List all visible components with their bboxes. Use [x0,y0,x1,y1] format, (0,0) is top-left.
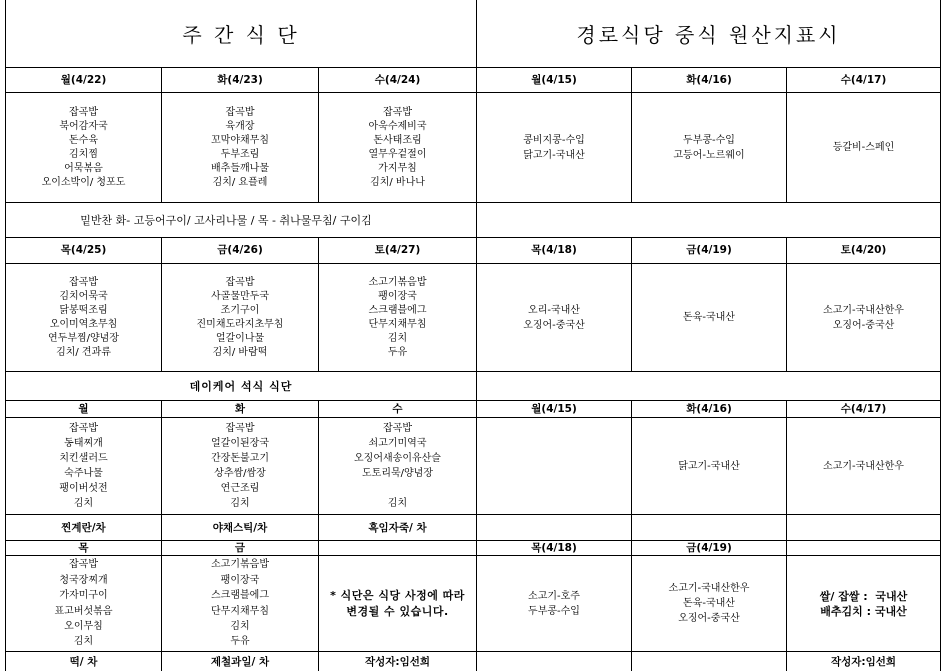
origin-header-thu-0418: 목(4/18) [477,238,632,264]
menu-item: 두부조림 [220,148,260,160]
origin-item: 닭고기-국내산 [523,149,585,161]
dinner-snack-tue: 야채스틱/차 [162,515,319,541]
lunch-header-tue-0423: 화(4/23) [162,68,319,93]
empty-cell [632,652,787,671]
menu-item: 열무우겉절이 [368,148,427,160]
menu-item: 조기구이 [220,304,260,316]
menu-item: 얼갈이된장국 [211,438,269,449]
menu-item: 오이소박이/ 청포도 [41,176,126,188]
origin-header-fri-0419: 금(4/19) [632,238,787,264]
lunch-menu-mon-0422 [6,93,162,203]
empty-cell [787,541,941,556]
lunch-menu-sat-0427 [319,264,477,372]
menu-item: 꼬막야채무침 [211,134,269,146]
menu-item: 김치 [387,498,408,509]
dinner-menu-wed [319,418,477,515]
menu-item: 표고버섯볶음 [54,605,113,617]
dinner-snack-thu: 떡/ 차 [6,652,162,671]
menu-item: 간장돈불고기 [211,453,269,464]
origin-header-thu-0418-b: 목(4/18) [477,541,632,556]
menu-item [396,481,399,496]
menu-item: 잡곡밥 [383,106,412,118]
menu-item: 어묵볶음 [64,162,103,174]
lunch-header-sat-0427: 토(4/27) [319,238,477,264]
empty-cell [319,541,477,556]
origin-cell-sat-0420 [787,264,941,372]
origin-item: 오징어-중국산 [678,613,740,624]
origin-header-sat-0420: 토(4/20) [787,238,941,264]
menu-item: 김치/ 바나나 [370,176,425,188]
dinner-snack-fri: 제철과일/ 차 [162,652,319,671]
menu-item: 쇠고기미역국 [368,438,427,449]
menu-item: 김치 [73,498,94,509]
menu-item: 오징어새송이유산슬 [354,453,441,464]
origin-item: 소고기-국내산한우 [823,460,904,472]
origin-item: 오리-국내산 [528,304,580,316]
lunch-header-thu-0425: 목(4/25) [6,238,162,264]
menu-item: 치킨샐러드 [59,453,108,464]
menu-item: 닭봉떡조림 [59,304,108,316]
menu-item: 도토리묵/양념장 [362,468,433,479]
menu-item: 잡곡밥 [69,559,98,571]
menu-item: 돈수육 [69,134,98,146]
origin-item: 소고기-국내산한우 [668,583,750,594]
menu-item: 팽이장국 [220,574,260,586]
menu-item: 진미채도라지초무침 [196,318,284,330]
menu-item: 북어감자국 [59,120,108,132]
origin-cell-tue-0416 [632,93,787,203]
origin-cell-thu-0418 [477,264,632,372]
origin-item: 두부콩-수입 [683,134,735,146]
origin-label-title: 경로식당 중식 원산지표시 [477,0,941,68]
menu-item: 얼갈이나물 [215,332,265,344]
author-credit-left: 작성자:임선희 [319,652,477,671]
menu-item: 소고기볶음밥 [211,559,269,571]
origin-item: 고등어-노르웨이 [673,149,745,161]
lunch-header-fri-0426: 금(4/26) [162,238,319,264]
dinner-menu-fri [162,556,319,652]
author-credit-right: 작성자:임선희 [787,652,941,671]
origin-header-wed-0417-b: 수(4/17) [787,401,941,418]
menu-item: 단무지채무침 [368,318,427,330]
origin-cell-wed-0417-b [787,418,941,515]
menu-item: 잡곡밥 [225,423,255,434]
origin-item: 돈육-국내산 [683,598,735,609]
menu-item: 잡곡밥 [383,423,412,434]
menu-item: 김치어묵국 [59,290,108,302]
staple-origin-cell [787,556,941,652]
lunch-header-mon-0422: 월(4/22) [6,68,162,93]
menu-item: 김치 [387,332,408,344]
origin-item: 콩비지콩-수입 [523,134,585,146]
lunch-menu-tue-0423 [162,93,319,203]
side-dish-note: 밑반찬 화- 고등어구이/ 고사리나물 / 목 - 취나물무침/ 구이김 [6,203,477,238]
daycare-dinner-title: 데이케어 석식 식단 [6,372,477,401]
menu-item: 연두부찜/양념장 [48,332,119,344]
menu-item: 두유 [230,636,250,648]
origin-item: 소고기-호주 [528,590,580,602]
origin-header-fri-0419-b: 금(4/19) [632,541,787,556]
dinner-header-wed: 수 [319,401,477,418]
menu-item: 팽이버섯전 [59,483,108,494]
origin-cell-wed-0417 [787,93,941,203]
staple-origin-item: 쌀/ 잡쌀 : 국내산 [819,589,908,603]
origin-cell-mon-0415-b [477,418,632,515]
menu-item: 스크램블에그 [211,590,269,602]
lunch-header-wed-0424: 수(4/24) [319,68,477,93]
origin-cell-fri-0419-b [632,556,787,652]
origin-item: 등갈비-스페인 [832,142,895,153]
menu-item: 사골물만두국 [211,290,269,302]
menu-item: 잡곡밥 [69,276,98,288]
dinner-snack-wed: 흑임자죽/ 차 [319,515,477,541]
menu-item: 김치 [230,620,250,632]
menu-item: 잡곡밥 [225,276,255,288]
staple-origin-item: 배추김치 : 국내산 [820,604,907,618]
menu-item: 김치 [230,498,250,509]
menu-item: 오이미역초무침 [49,318,118,330]
menu-item: 동태찌개 [64,438,103,449]
origin-item: 오징어-중국산 [832,319,895,331]
weekly-menu-title: 주 간 식 단 [6,0,477,68]
menu-item: 청국장찌개 [59,574,108,586]
menu-item: 숙주나물 [64,468,103,479]
menu-item: 연근조림 [220,483,260,494]
menu-item: 돈사태조림 [373,134,422,146]
origin-item: 소고기-국내산한우 [823,304,904,316]
menu-item: 단무지채무침 [211,605,269,617]
menu-item: 김치/ 견과류 [56,346,111,358]
origin-header-wed-0417: 수(4/17) [787,68,941,93]
menu-item: 김치 [73,636,94,648]
empty-cell [787,515,941,541]
empty-cell [632,515,787,541]
origin-cell-tue-0416-b [632,418,787,515]
empty-cell [477,515,632,541]
origin-cell-thu-0418-b [477,556,632,652]
menu-item: 상추쌈/쌈장 [214,468,266,479]
empty-cell [477,372,941,401]
origin-item: 닭고기-국내산 [678,460,740,472]
menu-item: 김치/ 바람떡 [212,346,268,358]
menu-change-notice [319,556,477,652]
origin-header-mon-0415-b: 월(4/15) [477,401,632,418]
menu-item: 육개장 [225,120,255,132]
origin-cell-mon-0415 [477,93,632,203]
dinner-snack-mon: 찐계란/차 [6,515,162,541]
origin-item: 돈육-국내산 [683,312,735,323]
menu-item: 두유 [387,346,408,358]
origin-header-tue-0416-b: 화(4/16) [632,401,787,418]
lunch-menu-thu-0425 [6,264,162,372]
notice-line: 변경될 수 있습니다. [346,604,449,618]
origin-item: 두부콩-수입 [528,605,580,617]
empty-cell [477,652,632,671]
origin-header-mon-0415: 월(4/15) [477,68,632,93]
lunch-menu-fri-0426 [162,264,319,372]
notice-line: * 식단은 식당 사정에 따라 [330,588,465,602]
menu-item: 배추들깨나물 [211,162,269,174]
menu-item: 아욱수제비국 [368,120,427,132]
dinner-menu-tue [162,418,319,515]
origin-item: 오징어-중국산 [523,319,585,331]
dinner-header-mon: 월 [6,401,162,418]
empty-cell [477,203,941,238]
dinner-menu-mon [6,418,162,515]
menu-item: 가자미구이 [59,590,108,602]
dinner-header-tue: 화 [162,401,319,418]
origin-cell-fri-0419 [632,264,787,372]
menu-item: 김치/ 요플레 [212,176,268,188]
dinner-menu-thu [6,556,162,652]
dinner-header-thu: 목 [6,541,162,556]
meal-plan-sheet [5,0,941,671]
menu-item: 오이무침 [64,620,103,632]
origin-header-tue-0416: 화(4/16) [632,68,787,93]
menu-item: 잡곡밥 [69,423,98,434]
menu-item: 잡곡밥 [225,106,255,118]
menu-item: 스크램블에그 [368,304,427,316]
menu-item: 소고기볶음밥 [368,276,427,288]
dinner-header-fri: 금 [162,541,319,556]
menu-item: 김치찜 [69,148,98,160]
menu-item: 팽이장국 [378,290,417,302]
menu-item: 가지무침 [378,162,417,174]
lunch-menu-wed-0424 [319,93,477,203]
menu-item: 잡곡밥 [69,106,98,118]
